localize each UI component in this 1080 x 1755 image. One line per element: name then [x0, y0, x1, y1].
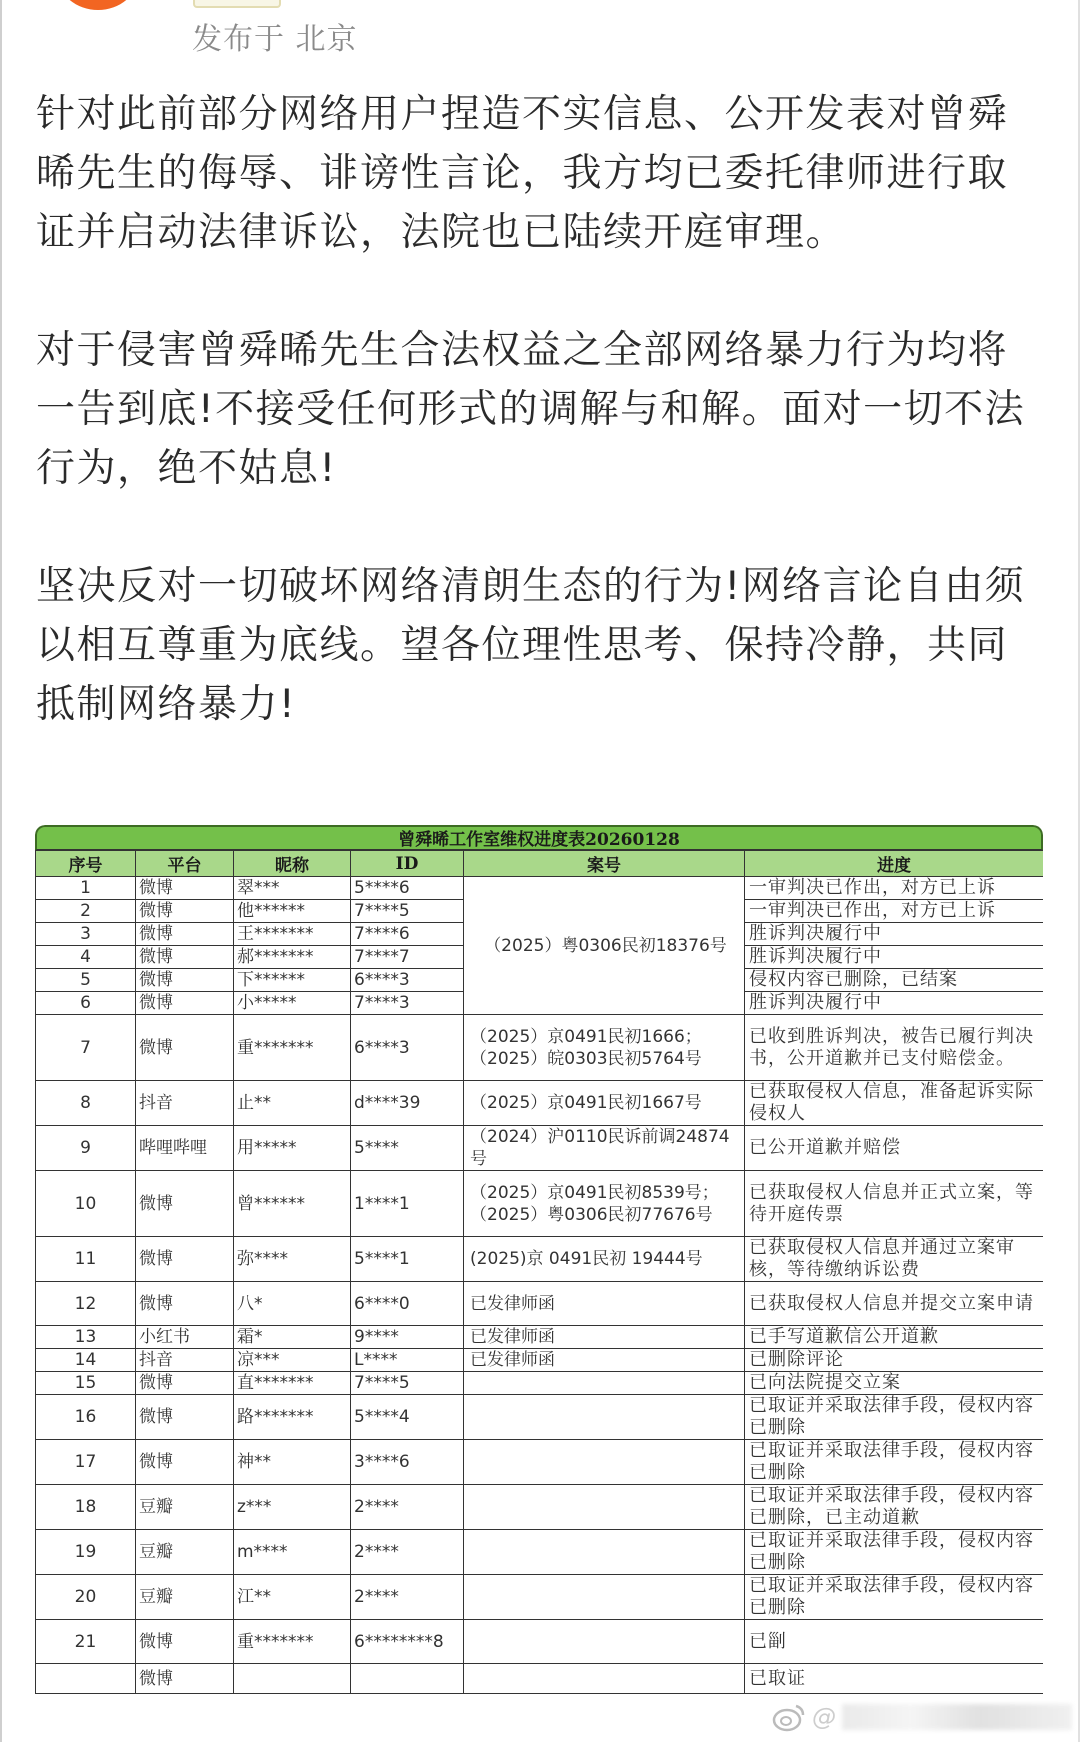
cell-no: 5 [36, 969, 136, 992]
cell-nickname: 直******* [234, 1372, 351, 1395]
cell-no: 13 [36, 1326, 136, 1349]
table-row [36, 1326, 1044, 1349]
cell-progress: 胜诉判决履行中 [745, 923, 1044, 946]
cell-no: 4 [36, 946, 136, 969]
cell-id: 6********8 [351, 1620, 464, 1664]
cell-case-merged: （2025）粤0306民初18376号 [464, 877, 745, 1015]
table-row [36, 1664, 1044, 1694]
cell-id [351, 1664, 464, 1694]
cell-progress: 已手写道歉信公开道歉 [745, 1326, 1044, 1349]
table-row [36, 1575, 1044, 1620]
col-header-progress: 进度 [745, 851, 1044, 877]
cell-platform: 微博 [136, 1395, 234, 1440]
post-location: 发布于 北京 [192, 22, 358, 57]
avatar[interactable] [58, 0, 138, 10]
table-row [36, 1015, 1044, 1081]
cell-nickname: z*** [234, 1485, 351, 1530]
cell-nickname: 霜* [234, 1326, 351, 1349]
cell-progress: 已取证并采取法律手段，侵权内容已删除 [745, 1575, 1044, 1620]
cell-case: （2025）京0491民初1667号 [464, 1081, 745, 1126]
cell-nickname: 路******* [234, 1395, 351, 1440]
cell-id: d****39 [351, 1081, 464, 1126]
cell-no: 2 [36, 900, 136, 923]
table-row [36, 1171, 1044, 1237]
cell-platform: 微博 [136, 1372, 234, 1395]
cell-progress: 已公开道歉并赔偿 [745, 1126, 1044, 1171]
cell-id: 7****5 [351, 1372, 464, 1395]
cell-case: （2025）京0491民初1666；（2025）皖0303民初5764号 [464, 1015, 745, 1081]
cell-progress: 已获取侵权人信息并通过立案审核，等待缴纳诉讼费 [745, 1237, 1044, 1282]
cell-platform: 微博 [136, 1237, 234, 1282]
cell-nickname: 重******* [234, 1015, 351, 1081]
cell-no: 14 [36, 1349, 136, 1372]
cell-progress: 已取证并采取法律手段，侵权内容已删除 [745, 1440, 1044, 1485]
cell-nickname: 翠*** [234, 877, 351, 900]
cell-progress: 侵权内容已删除，已结案 [745, 969, 1044, 992]
screen-left-edge [0, 0, 2, 1742]
cell-progress: 已取证并采取法律手段，侵权内容已删除 [745, 1530, 1044, 1575]
post-body [36, 85, 1048, 793]
cell-platform: 微博 [136, 900, 234, 923]
cell-progress: 已获取侵权人信息并提交立案申请 [745, 1282, 1044, 1326]
progress-table [35, 850, 1043, 1694]
cell-case: （2024）沪0110民诉前调24874号 [464, 1126, 745, 1171]
cell-platform: 微博 [136, 1015, 234, 1081]
cell-platform: 微博 [136, 946, 234, 969]
cell-progress: 一审判决已作出，对方已上诉 [745, 900, 1044, 923]
cell-platform: 豆瓣 [136, 1530, 234, 1575]
table-row [36, 1440, 1044, 1485]
cell-id: 7****5 [351, 900, 464, 923]
cell-case [464, 1372, 745, 1395]
cell-no: 9 [36, 1126, 136, 1171]
cell-nickname: 凉*** [234, 1349, 351, 1372]
cell-nickname: 他****** [234, 900, 351, 923]
cell-no: 6 [36, 992, 136, 1015]
col-header-nickname: 昵称 [234, 851, 351, 877]
cell-case [464, 1664, 745, 1694]
cell-platform: 微博 [136, 1620, 234, 1664]
cell-no: 12 [36, 1282, 136, 1326]
user-badge [193, 0, 281, 8]
cell-platform: 微博 [136, 1440, 234, 1485]
cell-nickname: 下****** [234, 969, 351, 992]
table-row [36, 1395, 1044, 1440]
cell-nickname: 小***** [234, 992, 351, 1015]
cell-case [464, 1620, 745, 1664]
cell-id: 5****6 [351, 877, 464, 900]
table-row [36, 1081, 1044, 1126]
cell-no: 15 [36, 1372, 136, 1395]
cell-nickname [234, 1664, 351, 1694]
cell-progress: 一审判决已作出，对方已上诉 [745, 877, 1044, 900]
cell-id: 1****1 [351, 1171, 464, 1237]
cell-case: 已发律师函 [464, 1349, 745, 1372]
cell-nickname: 重******* [234, 1620, 351, 1664]
cell-case [464, 1440, 745, 1485]
table-row [36, 1282, 1044, 1326]
col-header-id: ID [351, 851, 464, 877]
table-row [36, 877, 1044, 900]
table-row [36, 1126, 1044, 1171]
cell-case [464, 1395, 745, 1440]
cell-platform: 抖音 [136, 1081, 234, 1126]
cell-case [464, 1530, 745, 1575]
post-meta-clipped [300, 0, 1020, 2]
cell-no: 1 [36, 877, 136, 900]
cell-id: 5****1 [351, 1237, 464, 1282]
cell-platform: 豆瓣 [136, 1485, 234, 1530]
cell-nickname: 曾****** [234, 1171, 351, 1237]
cell-progress: 已取证并采取法律手段，侵权内容已删除，已主动道歉 [745, 1485, 1044, 1530]
cell-no: 21 [36, 1620, 136, 1664]
cell-progress: 已获取侵权人信息，准备起诉实际侵权人 [745, 1081, 1044, 1126]
cell-no: 7 [36, 1015, 136, 1081]
cell-id: 5****4 [351, 1395, 464, 1440]
cell-platform: 微博 [136, 1664, 234, 1694]
cell-no: 10 [36, 1171, 136, 1237]
cell-id: 7****3 [351, 992, 464, 1015]
cell-id: 2**** [351, 1530, 464, 1575]
table-row [36, 1485, 1044, 1530]
progress-table-image[interactable] [35, 825, 1043, 1755]
cell-case [464, 1575, 745, 1620]
cell-progress: 已㓯 [745, 1620, 1044, 1664]
cell-no: 18 [36, 1485, 136, 1530]
table-row [36, 1530, 1044, 1575]
cell-id: L**** [351, 1349, 464, 1372]
table-row [36, 1349, 1044, 1372]
cell-platform: 小红书 [136, 1326, 234, 1349]
cell-platform: 微博 [136, 969, 234, 992]
cell-no [36, 1664, 136, 1694]
cell-id: 6****0 [351, 1282, 464, 1326]
post-paragraph: 坚决反对一切破坏网络清朗生态的行为!网络言论自由须以相互尊重为底线。望各位理性思考、保持冷静，共同抵制网络暴力! [36, 564, 1026, 727]
cell-progress: 胜诉判决履行中 [745, 946, 1044, 969]
table-row [36, 1372, 1044, 1395]
cell-nickname: 弥**** [234, 1237, 351, 1282]
cell-id: 2**** [351, 1575, 464, 1620]
cell-nickname: 王******* [234, 923, 351, 946]
table-header-row [36, 851, 1044, 877]
col-header-platform: 平台 [136, 851, 234, 877]
cell-progress: 已删除评论 [745, 1349, 1044, 1372]
table-title: 曾舜晞工作室维权进度表20260128 [35, 825, 1043, 850]
cell-no: 19 [36, 1530, 136, 1575]
cell-nickname: 郝******* [234, 946, 351, 969]
cell-platform: 哔哩哔哩 [136, 1126, 234, 1171]
cell-platform: 豆瓣 [136, 1575, 234, 1620]
cell-id: 9**** [351, 1326, 464, 1349]
cell-progress: 已获取侵权人信息并正式立案，等待开庭传票 [745, 1171, 1044, 1237]
cell-platform: 微博 [136, 1171, 234, 1237]
watermark-at: @ [812, 1703, 836, 1731]
cell-no: 11 [36, 1237, 136, 1282]
cell-nickname: 神** [234, 1440, 351, 1485]
cell-id: 6****3 [351, 1015, 464, 1081]
table-row [36, 1620, 1044, 1664]
cell-platform: 微博 [136, 877, 234, 900]
cell-case: 已发律师函 [464, 1282, 745, 1326]
cell-case: 已发律师函 [464, 1326, 745, 1349]
cell-id: 7****6 [351, 923, 464, 946]
cell-progress: 已收到胜诉判决，被告已履行判决书，公开道歉并已支付赔偿金。 [745, 1015, 1044, 1081]
cell-case [464, 1485, 745, 1530]
cell-nickname: 江** [234, 1575, 351, 1620]
cell-nickname: m**** [234, 1530, 351, 1575]
cell-platform: 微博 [136, 1282, 234, 1326]
cell-no: 20 [36, 1575, 136, 1620]
cell-nickname: 止** [234, 1081, 351, 1126]
cell-nickname: 八* [234, 1282, 351, 1326]
post-paragraph: 对于侵害曾舜晞先生合法权益之全部网络暴力行为均将一告到底!不接受任何形式的调解与和解。面对一切不法行为，绝不姑息! [36, 328, 1026, 491]
cell-progress: 已向法院提交立案 [745, 1372, 1044, 1395]
col-header-no: 序号 [36, 851, 136, 877]
cell-id: 6****3 [351, 969, 464, 992]
cell-no: 16 [36, 1395, 136, 1440]
cell-id: 3****6 [351, 1440, 464, 1485]
cell-progress: 已取证 [745, 1664, 1044, 1694]
post-paragraph: 针对此前部分网络用户捏造不实信息、公开发表对曾舜晞先生的侮辱、诽谤性言论，我方均已委托律师进行取证并启动法律诉讼，法院也已陆续开庭审理。 [36, 92, 1009, 255]
cell-id: 7****7 [351, 946, 464, 969]
cell-platform: 微博 [136, 923, 234, 946]
cell-platform: 微博 [136, 992, 234, 1015]
cell-progress: 胜诉判决履行中 [745, 992, 1044, 1015]
cell-platform: 抖音 [136, 1349, 234, 1372]
col-header-case: 案号 [464, 851, 745, 877]
cell-progress: 已取证并采取法律手段，侵权内容已删除 [745, 1395, 1044, 1440]
cell-id: 2**** [351, 1485, 464, 1530]
cell-no: 17 [36, 1440, 136, 1485]
cell-id: 5**** [351, 1126, 464, 1171]
cell-no: 8 [36, 1081, 136, 1126]
cell-case: (2025)京 0491民初 19444号 [464, 1237, 745, 1282]
cell-no: 3 [36, 923, 136, 946]
cell-case: （2025）京0491民初8539号；（2025）粤0306民初77676号 [464, 1171, 745, 1237]
table-row [36, 1237, 1044, 1282]
cell-nickname: 用***** [234, 1126, 351, 1171]
